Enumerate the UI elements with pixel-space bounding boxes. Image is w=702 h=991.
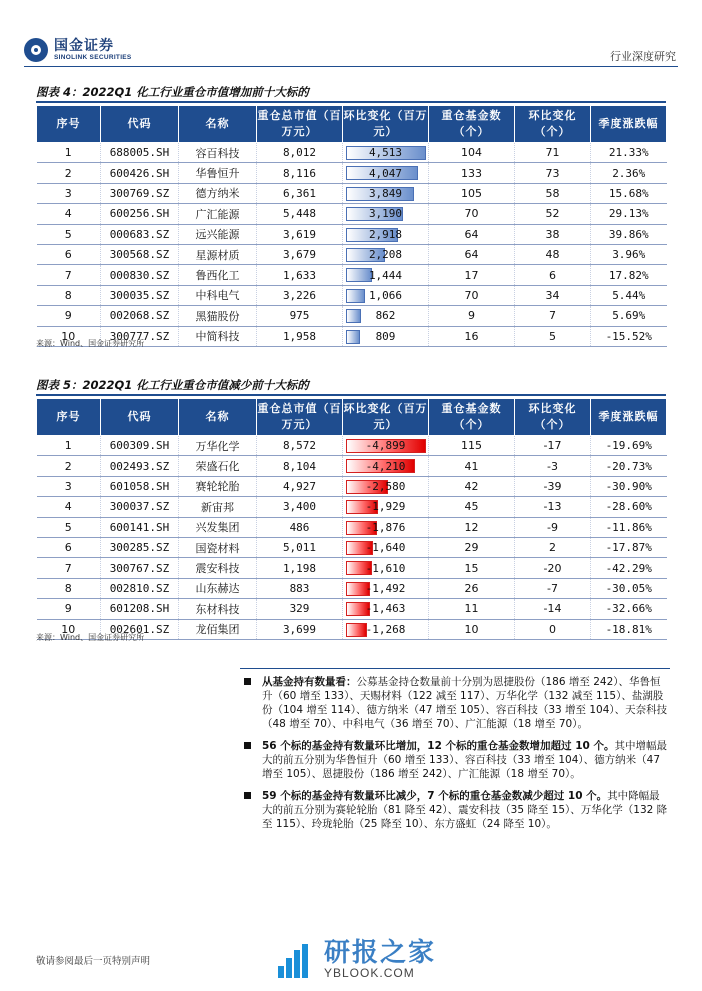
cell-funds: 12 xyxy=(429,517,515,537)
change-bar-cell xyxy=(343,265,429,285)
table2-title-rule xyxy=(36,394,666,396)
cell-fchg: 73 xyxy=(515,163,591,183)
cell-code: 300777.SZ xyxy=(101,326,179,346)
cell-funds: 29 xyxy=(429,537,515,557)
logo-en: SINOLINK SECURITIES xyxy=(54,53,132,61)
bullet-item xyxy=(240,739,670,781)
cell-fchg: 34 xyxy=(515,285,591,305)
change-bar-cell xyxy=(343,517,429,537)
change-value: 1,444 xyxy=(368,268,403,282)
change-bar-cell xyxy=(343,619,429,639)
cell-mv: 4,927 xyxy=(257,476,343,496)
footer-disclaimer: 敬请参阅最后一页特别声明 xyxy=(36,956,151,967)
cell-mv: 3,679 xyxy=(257,244,343,264)
cell-mv: 975 xyxy=(257,306,343,326)
cell-fchg: 6 xyxy=(515,265,591,285)
change-value: 3,190 xyxy=(368,207,403,221)
cell-funds: 45 xyxy=(429,497,515,517)
table-row xyxy=(37,476,667,496)
table2-body xyxy=(37,436,667,640)
table-row xyxy=(37,306,667,326)
change-bar-cell xyxy=(343,285,429,305)
table1-source: 来源：Wind、国金证券研究所 xyxy=(36,339,145,348)
cell-idx: 6 xyxy=(37,537,101,557)
cell-fchg: 52 xyxy=(515,204,591,224)
cell-idx: 9 xyxy=(37,306,101,326)
cell-idx: 4 xyxy=(37,497,101,517)
change-value: 3,849 xyxy=(368,186,403,200)
cell-code: 300767.SZ xyxy=(101,558,179,578)
column-header: 序号 xyxy=(37,106,101,143)
change-value: -4,899 xyxy=(365,439,406,453)
cell-fchg: -3 xyxy=(515,456,591,476)
cell-funds: 26 xyxy=(429,578,515,598)
cell-funds: 64 xyxy=(429,224,515,244)
cell-code: 300037.SZ xyxy=(101,497,179,517)
cell-funds: 41 xyxy=(429,456,515,476)
cell-ret: -20.73% xyxy=(591,456,667,476)
change-value: 809 xyxy=(375,329,396,343)
cell-ret: -19.69% xyxy=(591,436,667,456)
cell-code: 002493.SZ xyxy=(101,456,179,476)
cell-idx: 7 xyxy=(37,558,101,578)
cell-name: 龙佰集团 xyxy=(179,619,257,639)
cell-mv: 3,400 xyxy=(257,497,343,517)
cell-ret: -11.86% xyxy=(591,517,667,537)
cell-ret: -30.05% xyxy=(591,578,667,598)
cell-fchg: 71 xyxy=(515,143,591,163)
column-header: 季度涨跌幅 xyxy=(591,399,667,436)
cell-code: 002068.SZ xyxy=(101,306,179,326)
cell-funds: 70 xyxy=(429,204,515,224)
table1-body xyxy=(37,143,667,347)
change-bar-cell xyxy=(343,143,429,163)
table-row xyxy=(37,224,667,244)
change-bar-cell xyxy=(343,224,429,244)
cell-ret: -18.81% xyxy=(591,619,667,639)
change-value: -1,610 xyxy=(365,561,406,575)
cell-ret: 17.82% xyxy=(591,265,667,285)
cell-idx: 2 xyxy=(37,456,101,476)
report-type: 行业深度研究 xyxy=(610,50,676,63)
watermark-bars-icon xyxy=(276,942,318,978)
cell-name: 鲁西化工 xyxy=(179,265,257,285)
table1-header-row xyxy=(37,106,667,143)
cell-name: 荣盛石化 xyxy=(179,456,257,476)
bullet-text: 其中增幅最大的前五分别为华鲁恒升（60 增至 133）、容百科技（33 增至 104）、德方纳米（47 增至 105）、恩捷股份（186 增至 242）、广汇能源（18 增至 70）。 xyxy=(262,740,667,780)
cell-idx: 4 xyxy=(37,204,101,224)
cell-idx: 1 xyxy=(37,436,101,456)
change-value: -1,268 xyxy=(365,622,406,636)
cell-mv: 8,116 xyxy=(257,163,343,183)
change-bar xyxy=(346,289,365,303)
cell-name: 中简科技 xyxy=(179,326,257,346)
change-bar-cell xyxy=(343,326,429,346)
cell-fchg: -13 xyxy=(515,497,591,517)
cell-name: 黑猫股份 xyxy=(179,306,257,326)
cell-name: 远兴能源 xyxy=(179,224,257,244)
cell-mv: 3,226 xyxy=(257,285,343,305)
change-value: -4,210 xyxy=(365,459,406,473)
cell-idx: 2 xyxy=(37,163,101,183)
logo-cn: 国金证券 xyxy=(54,37,114,54)
cell-name: 新宙邦 xyxy=(179,497,257,517)
cell-name: 东材科技 xyxy=(179,599,257,619)
cell-funds: 70 xyxy=(429,285,515,305)
cell-mv: 329 xyxy=(257,599,343,619)
cell-code: 002601.SZ xyxy=(101,619,179,639)
cell-idx: 5 xyxy=(37,224,101,244)
change-value: 4,513 xyxy=(368,146,403,160)
cell-funds: 64 xyxy=(429,244,515,264)
change-bar xyxy=(346,623,367,637)
watermark-cn: 研报之家 xyxy=(324,938,437,968)
cell-mv: 1,198 xyxy=(257,558,343,578)
change-bar xyxy=(346,268,372,282)
cell-ret: -30.90% xyxy=(591,476,667,496)
change-bar xyxy=(346,330,360,344)
analysis-bullets xyxy=(240,668,670,839)
column-header: 环比变化（个） xyxy=(515,106,591,143)
bullet-item xyxy=(240,675,670,731)
table1 xyxy=(36,105,667,347)
cell-idx: 8 xyxy=(37,285,101,305)
column-header: 重仓基金数（个） xyxy=(429,399,515,436)
cell-name: 容百科技 xyxy=(179,143,257,163)
bullet-lead: 从基金持有数量看： xyxy=(262,676,357,688)
bullet-item xyxy=(240,789,670,831)
cell-idx: 5 xyxy=(37,517,101,537)
cell-code: 600309.SH xyxy=(101,436,179,456)
change-bar-cell xyxy=(343,244,429,264)
cell-mv: 3,699 xyxy=(257,619,343,639)
cell-ret: 3.96% xyxy=(591,244,667,264)
cell-ret: -15.52% xyxy=(591,326,667,346)
cell-mv: 8,572 xyxy=(257,436,343,456)
change-bar-cell xyxy=(343,163,429,183)
cell-code: 000830.SZ xyxy=(101,265,179,285)
change-value: 862 xyxy=(375,309,396,323)
column-header: 序号 xyxy=(37,399,101,436)
change-bar-cell xyxy=(343,497,429,517)
cell-ret: -28.60% xyxy=(591,497,667,517)
bullet-square-icon xyxy=(244,678,251,685)
cell-name: 广汇能源 xyxy=(179,204,257,224)
change-value: -2,580 xyxy=(365,479,406,493)
cell-idx: 7 xyxy=(37,265,101,285)
change-value: -1,463 xyxy=(365,602,406,616)
table2 xyxy=(36,398,667,640)
header-divider xyxy=(24,66,678,67)
cell-ret: -42.29% xyxy=(591,558,667,578)
column-header: 重仓总市值（百万元） xyxy=(257,399,343,436)
table-row xyxy=(37,436,667,456)
change-bar-cell xyxy=(343,306,429,326)
change-bar-cell xyxy=(343,578,429,598)
cell-fchg: -20 xyxy=(515,558,591,578)
column-header: 名称 xyxy=(179,399,257,436)
cell-fchg: 2 xyxy=(515,537,591,557)
bullet-square-icon xyxy=(244,742,251,749)
logo-icon xyxy=(24,38,48,62)
column-header: 环比变化（百万元） xyxy=(343,399,429,436)
cell-mv: 8,104 xyxy=(257,456,343,476)
table-row xyxy=(37,285,667,305)
table-row xyxy=(37,143,667,163)
change-value: 4,047 xyxy=(368,166,403,180)
watermark-en: YBLOOK.COM xyxy=(324,966,415,980)
cell-mv: 3,619 xyxy=(257,224,343,244)
table-row xyxy=(37,204,667,224)
change-bar-cell xyxy=(343,436,429,456)
cell-fchg: 5 xyxy=(515,326,591,346)
table-row xyxy=(37,578,667,598)
table1-title-rule xyxy=(36,101,666,103)
cell-code: 300035.SZ xyxy=(101,285,179,305)
cell-ret: 15.68% xyxy=(591,183,667,203)
cell-funds: 9 xyxy=(429,306,515,326)
cell-code: 600141.SH xyxy=(101,517,179,537)
cell-idx: 10 xyxy=(37,619,101,639)
column-header: 代码 xyxy=(101,399,179,436)
cell-ret: 5.69% xyxy=(591,306,667,326)
change-value: 2,208 xyxy=(368,248,403,262)
cell-code: 600426.SH xyxy=(101,163,179,183)
cell-funds: 11 xyxy=(429,599,515,619)
cell-funds: 104 xyxy=(429,143,515,163)
table-row xyxy=(37,456,667,476)
cell-name: 山东赫达 xyxy=(179,578,257,598)
cell-name: 万华化学 xyxy=(179,436,257,456)
cell-fchg: 0 xyxy=(515,619,591,639)
change-bar-cell xyxy=(343,456,429,476)
cell-ret: -32.66% xyxy=(591,599,667,619)
cell-fchg: 48 xyxy=(515,244,591,264)
cell-mv: 6,361 xyxy=(257,183,343,203)
cell-code: 688005.SH xyxy=(101,143,179,163)
bullet-square-icon xyxy=(244,792,251,799)
company-logo xyxy=(24,38,132,62)
cell-name: 震安科技 xyxy=(179,558,257,578)
change-value: 1,066 xyxy=(368,288,403,302)
cell-funds: 105 xyxy=(429,183,515,203)
table-row xyxy=(37,497,667,517)
cell-code: 300285.SZ xyxy=(101,537,179,557)
table-row xyxy=(37,537,667,557)
cell-ret: 39.86% xyxy=(591,224,667,244)
cell-funds: 10 xyxy=(429,619,515,639)
cell-idx: 6 xyxy=(37,244,101,264)
cell-mv: 5,448 xyxy=(257,204,343,224)
cell-name: 兴发集团 xyxy=(179,517,257,537)
column-header: 重仓总市值（百万元） xyxy=(257,106,343,143)
table-row xyxy=(37,599,667,619)
cell-idx: 10 xyxy=(37,326,101,346)
cell-name: 德方纳米 xyxy=(179,183,257,203)
change-bar-cell xyxy=(343,476,429,496)
cell-fchg: -17 xyxy=(515,436,591,456)
table-row xyxy=(37,163,667,183)
cell-name: 赛轮轮胎 xyxy=(179,476,257,496)
cell-fchg: 7 xyxy=(515,306,591,326)
change-value: -1,640 xyxy=(365,541,406,555)
cell-code: 600256.SH xyxy=(101,204,179,224)
cell-fchg: -9 xyxy=(515,517,591,537)
table2-header-row xyxy=(37,399,667,436)
cell-code: 300769.SZ xyxy=(101,183,179,203)
table-row xyxy=(37,558,667,578)
cell-code: 000683.SZ xyxy=(101,224,179,244)
change-value: -1,929 xyxy=(365,500,406,514)
change-value: -1,876 xyxy=(365,520,406,534)
cell-funds: 42 xyxy=(429,476,515,496)
column-header: 名称 xyxy=(179,106,257,143)
cell-name: 华鲁恒升 xyxy=(179,163,257,183)
cell-name: 国瓷材料 xyxy=(179,537,257,557)
column-header: 环比变化（个） xyxy=(515,399,591,436)
cell-code: 601058.SH xyxy=(101,476,179,496)
table2-source: 来源：Wind、国金证券研究所 xyxy=(36,633,145,642)
cell-mv: 883 xyxy=(257,578,343,598)
cell-mv: 1,633 xyxy=(257,265,343,285)
column-header: 代码 xyxy=(101,106,179,143)
cell-idx: 3 xyxy=(37,476,101,496)
table-row xyxy=(37,183,667,203)
cell-mv: 8,012 xyxy=(257,143,343,163)
change-value: 2,918 xyxy=(368,227,403,241)
change-bar-cell xyxy=(343,537,429,557)
cell-funds: 17 xyxy=(429,265,515,285)
cell-idx: 1 xyxy=(37,143,101,163)
change-value: -1,492 xyxy=(365,581,406,595)
cell-funds: 16 xyxy=(429,326,515,346)
cell-fchg: -7 xyxy=(515,578,591,598)
table2-title: 图表 5：2022Q1 化工行业重仓市值减少前十大标的 xyxy=(36,378,309,392)
change-bar xyxy=(346,309,361,323)
cell-ret: 2.36% xyxy=(591,163,667,183)
cell-fchg: 38 xyxy=(515,224,591,244)
table-row xyxy=(37,517,667,537)
cell-mv: 486 xyxy=(257,517,343,537)
cell-code: 002810.SZ xyxy=(101,578,179,598)
watermark xyxy=(276,940,436,980)
cell-ret: 21.33% xyxy=(591,143,667,163)
cell-funds: 15 xyxy=(429,558,515,578)
cell-mv: 5,011 xyxy=(257,537,343,557)
cell-idx: 9 xyxy=(37,599,101,619)
change-bar-cell xyxy=(343,558,429,578)
cell-mv: 1,958 xyxy=(257,326,343,346)
cell-funds: 133 xyxy=(429,163,515,183)
cell-ret: 5.44% xyxy=(591,285,667,305)
table-row xyxy=(37,244,667,264)
cell-ret: 29.13% xyxy=(591,204,667,224)
cell-name: 中科电气 xyxy=(179,285,257,305)
bullet-lead: 56 个标的基金持有数量环比增加，12 个标的重仓基金数增加超过 10 个。 xyxy=(262,740,615,752)
table-row xyxy=(37,265,667,285)
cell-idx: 3 xyxy=(37,183,101,203)
bullet-lead: 59 个标的基金持有数量环比减少，7 个标的重仓基金数减少超过 10 个。 xyxy=(262,790,608,802)
bullet-text: 其中降幅最大的前五分别为赛轮轮胎（81 降至 42）、震安科技（35 降至 15）、万华化学（132 降至 115）、玲珑轮胎（25 降至 10）、东方盛虹（24 降至 10）。 xyxy=(262,790,668,830)
bullet-text: 公募基金持仓数量前十分别为恩捷股份（186 增至 242）、华鲁恒升（60 增至 133）、天赐材料（122 减至 117）、万华化学（132 减至 115）、盐湖股份（104 增至 114）、德方纳米（47 增至 105）、容百科技（33 增至 104）、天奈科技（48 增至 70）、中科电气（36 增至 70）、广汇能源（18 增至 70）。 xyxy=(262,676,668,730)
cell-fchg: 58 xyxy=(515,183,591,203)
change-bar-cell xyxy=(343,204,429,224)
table1-title: 图表 4：2022Q1 化工行业重仓市值增加前十大标的 xyxy=(36,85,309,99)
column-header: 季度涨跌幅 xyxy=(591,106,667,143)
cell-ret: -17.87% xyxy=(591,537,667,557)
cell-code: 601208.SH xyxy=(101,599,179,619)
cell-code: 300568.SZ xyxy=(101,244,179,264)
cell-idx: 8 xyxy=(37,578,101,598)
cell-fchg: -39 xyxy=(515,476,591,496)
column-header: 重仓基金数（个） xyxy=(429,106,515,143)
column-header: 环比变化（百万元） xyxy=(343,106,429,143)
cell-name: 星源材质 xyxy=(179,244,257,264)
change-bar-cell xyxy=(343,599,429,619)
cell-funds: 115 xyxy=(429,436,515,456)
change-bar-cell xyxy=(343,183,429,203)
cell-fchg: -14 xyxy=(515,599,591,619)
